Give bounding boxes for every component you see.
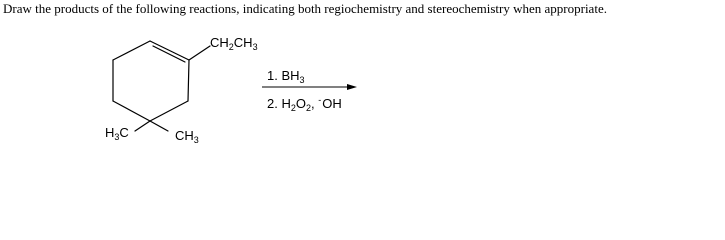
- ethyl-substituent-label: $CH_2CH_3$: [210, 35, 258, 52]
- substituent-bond: [189, 46, 210, 60]
- methyl-bond-right: [150, 121, 168, 131]
- ring-bond: [113, 101, 150, 121]
- reaction-arrow-head: [347, 84, 357, 90]
- ring-bond: [150, 41, 189, 60]
- ring-bond: [188, 60, 189, 101]
- reagent-step-2: 2. $H_2O_2$, -OH: [267, 95, 342, 113]
- methyl-bond-left: [135, 121, 150, 131]
- double-bond-inner: [153, 46, 185, 62]
- methyl-right-label: $CH_3$: [175, 128, 199, 145]
- ring-bond: [150, 101, 188, 121]
- question-text: Draw the products of the following reactions, indicating both regiochemistry and stereochemistry when appropriate.: [3, 1, 607, 16]
- methyl-left-label: $H_3C$: [105, 125, 129, 142]
- reagent-step-1: 1. $BH_3$: [267, 68, 305, 85]
- ring-bond: [113, 41, 150, 60]
